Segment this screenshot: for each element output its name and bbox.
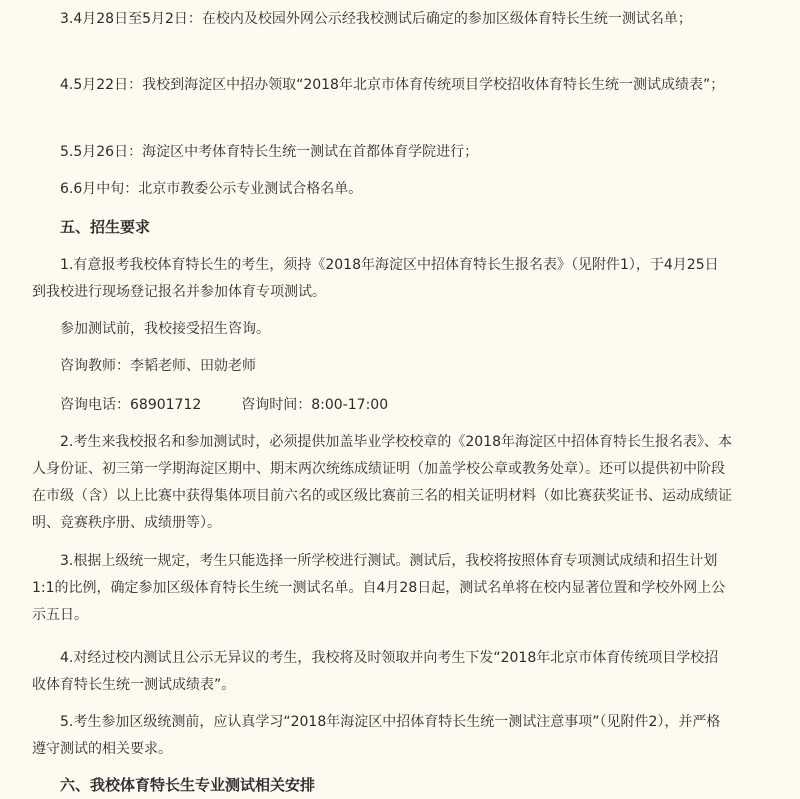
- paragraph-requirement-2: 2.考生来我校报名和参加测试时，必须提供加盖毕业学校校章的《2018年海淀区中招体育特长生报名表》、本人身份证、初三第一学期海淀区期中、期末两次统练成绩证明（加盖学校公章或教务处章）。还可以提供初中阶段在市级（含）以上比赛中获得集体项目前六名的或区级比赛前三名的相关证明材料（如比赛获奖证书、运动成绩证明、竞赛秩序册、成绩册等）。: [32, 434, 732, 531]
- paragraph-consult-teachers: 咨询教师：李韬老师、田勍老师: [60, 358, 256, 374]
- paragraph-requirement-4: 4.对经过校内测试且公示无异议的考生，我校将及时领取并向考生下发“2018年北京市体育传统项目学校招收体育特长生统一测试成绩表”。: [32, 650, 719, 693]
- consult-phone: 咨询电话：68901712: [60, 397, 202, 413]
- paragraph-requirement-3: 3.根据上级统一规定，考生只能选择一所学校进行测试。测试后，我校将按照体育专项测试成绩和招生计划1:1的比例，确定参加区级体育特长生统一测试名单。自4月28日起，测试名单将在校内显著位置和学校外网上公示五日。: [32, 553, 726, 623]
- paragraph-schedule-5: 5.5月26日：海淀区中考体育特长生统一测试在首都体育学院进行；: [60, 144, 479, 160]
- paragraph-schedule-6: 6.6月中旬：北京市教委公示专业测试合格名单。: [60, 181, 363, 197]
- paragraph-schedule-4: 4.5月22日：我校到海淀区中招办领取“2018年北京市体育传统项目学校招收体育特长生统一测试成绩表”；: [60, 77, 725, 93]
- consult-time: 咨询时间：8:00-17:00: [241, 397, 389, 413]
- paragraph-schedule-3: 3.4月28日至5月2日：在校内及校园外网公示经我校测试后确定的参加区级体育特长生统一测试名单；: [60, 11, 692, 27]
- section-heading-6: 六、我校体育特长生专业测试相关安排: [60, 776, 316, 794]
- paragraph-requirement-1: 1.有意报考我校体育特长生的考生，须持《2018年海淀区中招体育特长生报名表》（见附件1），于4月25日到我校进行现场登记报名并参加体育专项测试。: [32, 257, 719, 300]
- section-heading-5: 五、招生要求: [60, 218, 151, 236]
- paragraph-requirement-5: 5.考生参加区级统测前，应认真学习“2018年海淀区中招体育特长生统一测试注意事项”（见附件2），并严格遵守测试的相关要求。: [32, 714, 721, 757]
- paragraph-consult-contact: [32, 392, 732, 419]
- paragraph-consult-notice: 参加测试前，我校接受招生咨询。: [60, 321, 270, 337]
